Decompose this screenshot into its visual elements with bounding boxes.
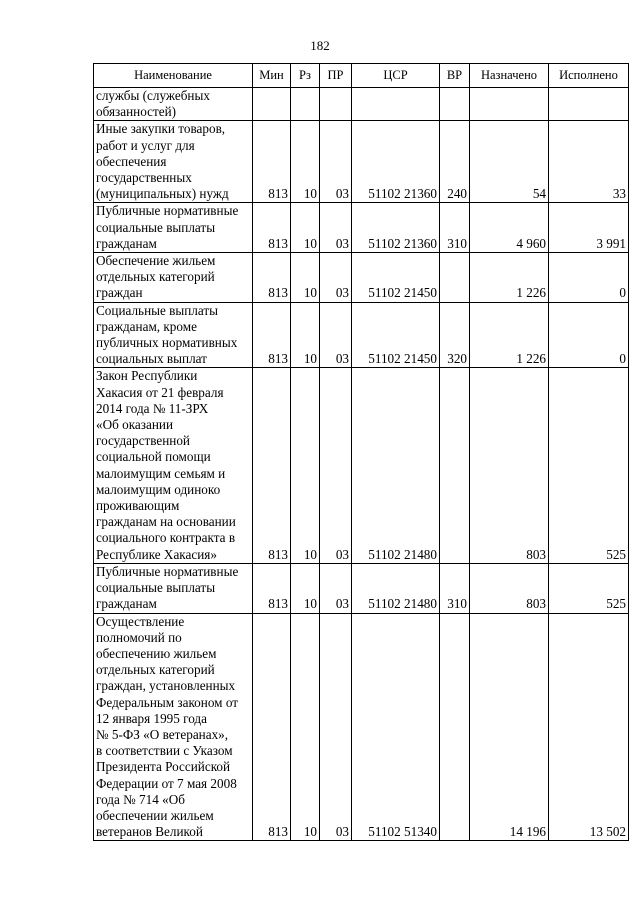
cell-planned: 803 (470, 563, 549, 613)
cell-rz: 10 (291, 563, 320, 613)
header-csr: ЦСР (352, 64, 440, 88)
cell-csr: 51102 21450 (352, 253, 440, 303)
cell-pr: 03 (320, 302, 352, 368)
cell-vr (440, 368, 470, 563)
cell-planned: 803 (470, 368, 549, 563)
cell-pr: 03 (320, 121, 352, 203)
table-row (94, 203, 629, 253)
page-number: 182 (310, 38, 330, 53)
cell-rz: 10 (291, 368, 320, 563)
cell-vr (440, 613, 470, 841)
cell-min (253, 88, 291, 121)
cell-planned: 54 (470, 121, 549, 203)
cell-executed: 0 (549, 302, 629, 368)
cell-vr (440, 88, 470, 121)
header-executed: Исполнено (549, 64, 629, 88)
table-row (94, 121, 629, 203)
cell-min: 813 (253, 121, 291, 203)
cell-executed: 525 (549, 368, 629, 563)
header-name: Наименование (94, 64, 253, 88)
cell-vr: 320 (440, 302, 470, 368)
cell-rz: 10 (291, 253, 320, 303)
cell-min: 813 (253, 203, 291, 253)
cell-executed: 3 991 (549, 203, 629, 253)
cell-planned: 1 226 (470, 253, 549, 303)
cell-pr (320, 88, 352, 121)
cell-executed: 33 (549, 121, 629, 203)
cell-name: Иные закупки товаров, работ и услуг для обеспечения государственных (муниципальных) нужд (94, 121, 253, 203)
cell-name: Публичные нормативные социальные выплаты гражданам (94, 563, 253, 613)
cell-pr: 03 (320, 368, 352, 563)
cell-csr: 51102 21450 (352, 302, 440, 368)
cell-csr: 51102 51340 (352, 613, 440, 841)
header-min: Мин (253, 64, 291, 88)
cell-name: Осуществление полномочий по обеспечению жильем отдельных категорий граждан, установленных Федеральным законом от 12 января 1995 года № 5-ФЗ «О ветеранах», в соответствии с Указом Президента Российской Федерации от 7 мая 2008 года № 714 «Об обеспечении жильем ветеранов Великой (94, 613, 253, 841)
cell-vr: 240 (440, 121, 470, 203)
cell-min: 813 (253, 563, 291, 613)
header-pr: ПР (320, 64, 352, 88)
table-row (94, 88, 629, 121)
cell-vr (440, 253, 470, 303)
cell-name: службы (служебных обязанностей) (94, 88, 253, 121)
cell-planned: 1 226 (470, 302, 549, 368)
table-row (94, 302, 629, 368)
cell-rz: 10 (291, 203, 320, 253)
cell-planned: 14 196 (470, 613, 549, 841)
cell-rz (291, 88, 320, 121)
cell-planned: 4 960 (470, 203, 549, 253)
cell-rz: 10 (291, 302, 320, 368)
cell-csr: 51102 21480 (352, 563, 440, 613)
table-row (94, 613, 629, 841)
cell-vr: 310 (440, 563, 470, 613)
cell-rz: 10 (291, 613, 320, 841)
cell-rz: 10 (291, 121, 320, 203)
cell-name: Публичные нормативные социальные выплаты гражданам (94, 203, 253, 253)
cell-min: 813 (253, 368, 291, 563)
table-row (94, 563, 629, 613)
table-body (94, 88, 629, 841)
cell-planned (470, 88, 549, 121)
cell-vr: 310 (440, 203, 470, 253)
cell-executed (549, 88, 629, 121)
cell-pr: 03 (320, 563, 352, 613)
cell-pr: 03 (320, 203, 352, 253)
cell-csr: 51102 21360 (352, 203, 440, 253)
cell-name: Социальные выплаты гражданам, кроме публичных нормативных социальных выплат (94, 302, 253, 368)
header-planned: Назначено (470, 64, 549, 88)
cell-executed: 13 502 (549, 613, 629, 841)
cell-csr: 51102 21360 (352, 121, 440, 203)
cell-name: Закон Республики Хакасия от 21 февраля 2014 года № 11-ЗРХ «Об оказании государственной социальной помощи малоимущим семьям и малоимущим одиноко проживающим гражданам на основании социального контракта в Республике Хакасия» (94, 368, 253, 563)
cell-csr (352, 88, 440, 121)
cell-min: 813 (253, 302, 291, 368)
cell-pr: 03 (320, 613, 352, 841)
header-row (94, 64, 629, 88)
budget-table (93, 63, 629, 841)
cell-min: 813 (253, 253, 291, 303)
cell-executed: 0 (549, 253, 629, 303)
header-vr: ВР (440, 64, 470, 88)
header-rz: Рз (291, 64, 320, 88)
cell-pr: 03 (320, 253, 352, 303)
cell-name: Обеспечение жильем отдельных категорий граждан (94, 253, 253, 303)
cell-csr: 51102 21480 (352, 368, 440, 563)
table-row (94, 253, 629, 303)
table-row (94, 368, 629, 563)
cell-min: 813 (253, 613, 291, 841)
cell-executed: 525 (549, 563, 629, 613)
